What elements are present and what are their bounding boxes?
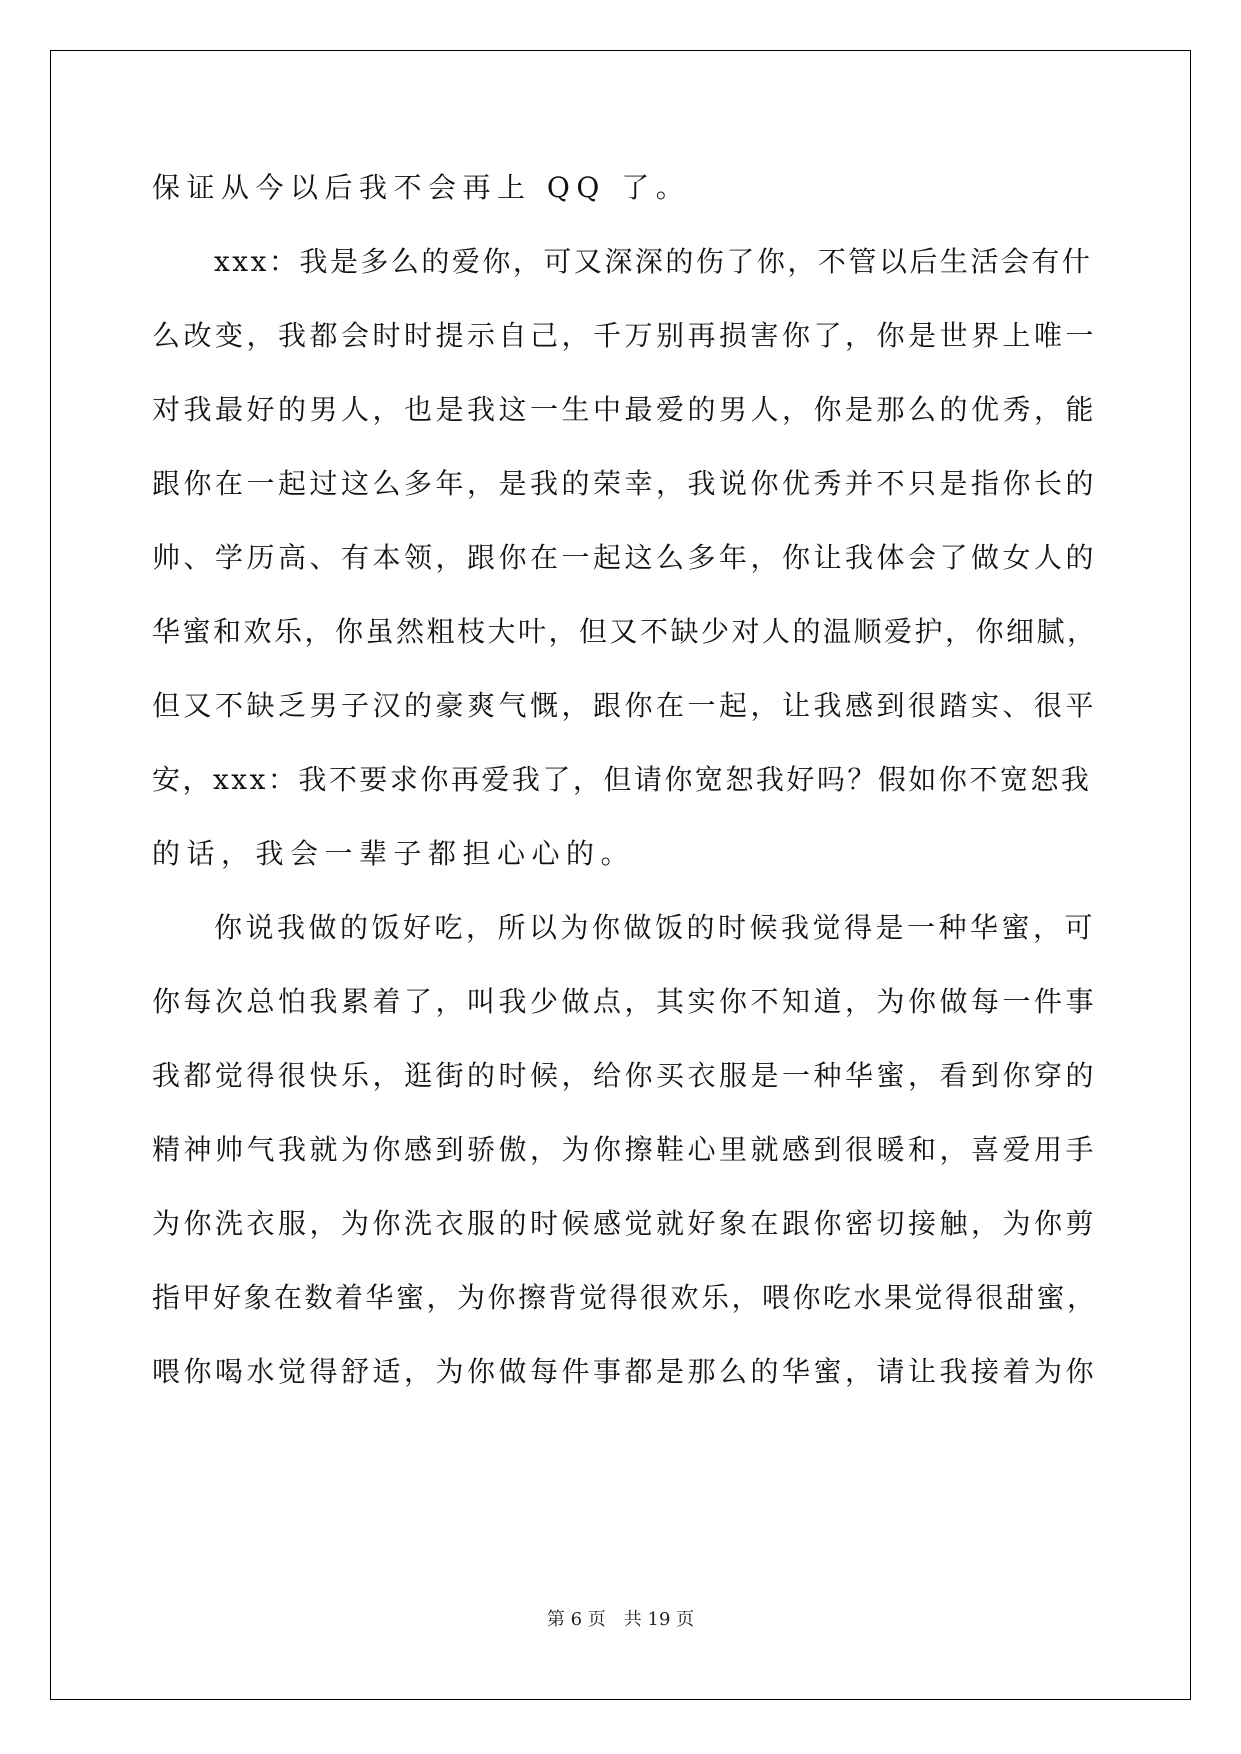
text-line: 精神帅气我就为你感到骄傲，为你擦鞋心里就感到很暖和，喜爱用手 [152, 1133, 1098, 1166]
paragraph-first-line: 你说我做的饭好吃，所以为你做饭的时候我觉得是一种华蜜，可 [214, 911, 1097, 944]
text-line: 但又不缺乏男子汉的豪爽气慨，跟你在一起，让我感到很踏实、很平 [152, 689, 1098, 722]
text-line: 跟你在一起过这么多年，是我的荣幸，我说你优秀并不只是指你长的 [152, 467, 1098, 500]
text-line: 么改变，我都会时时提示自己，千万别再损害你了，你是世界上唯一 [152, 319, 1098, 352]
text-line: 安，xxx：我不要求你再爱我了，但请你宽恕我好吗？假如你不宽恕我 [152, 763, 1092, 796]
text-line: 你每次总怕我累着了，叫我少做点，其实你不知道，为你做每一件事 [152, 985, 1098, 1018]
text-line: 我都觉得很快乐，逛街的时候，给你买衣服是一种华蜜，看到你穿的 [152, 1059, 1098, 1092]
paragraph-first-line: xxx：我是多么的爱你，可又深深的伤了你，不管以后生活会有什 [214, 245, 1093, 278]
text-line: 喂你喝水觉得舒适，为你做每件事都是那么的华蜜，请让我接着为你 [152, 1355, 1098, 1388]
text-line: 对我最好的男人，也是我这一生中最爱的男人，你是那么的优秀，能 [152, 393, 1098, 426]
text-line: 帅、学历高、有本领，跟你在一起这么多年，你让我体会了做女人的 [152, 541, 1098, 574]
page-border [50, 50, 1191, 1700]
text-line: 的话，我会一辈子都担心心的。 [152, 837, 636, 870]
text-line: 华蜜和欢乐，你虽然粗枝大叶，但又不缺少对人的温顺爱护，你细腻， [152, 615, 1098, 648]
text-line: 为你洗衣服，为你洗衣服的时候感觉就好象在跟你密切接触，为你剪 [152, 1207, 1098, 1240]
page-number-footer: 第 6 页 共 19 页 [546, 1609, 695, 1630]
text-line: 保证从今以后我不会再上 QQ 了。 [152, 171, 691, 204]
text-line: 指甲好象在数着华蜜，为你擦背觉得很欢乐，喂你吃水果觉得很甜蜜， [152, 1281, 1098, 1314]
